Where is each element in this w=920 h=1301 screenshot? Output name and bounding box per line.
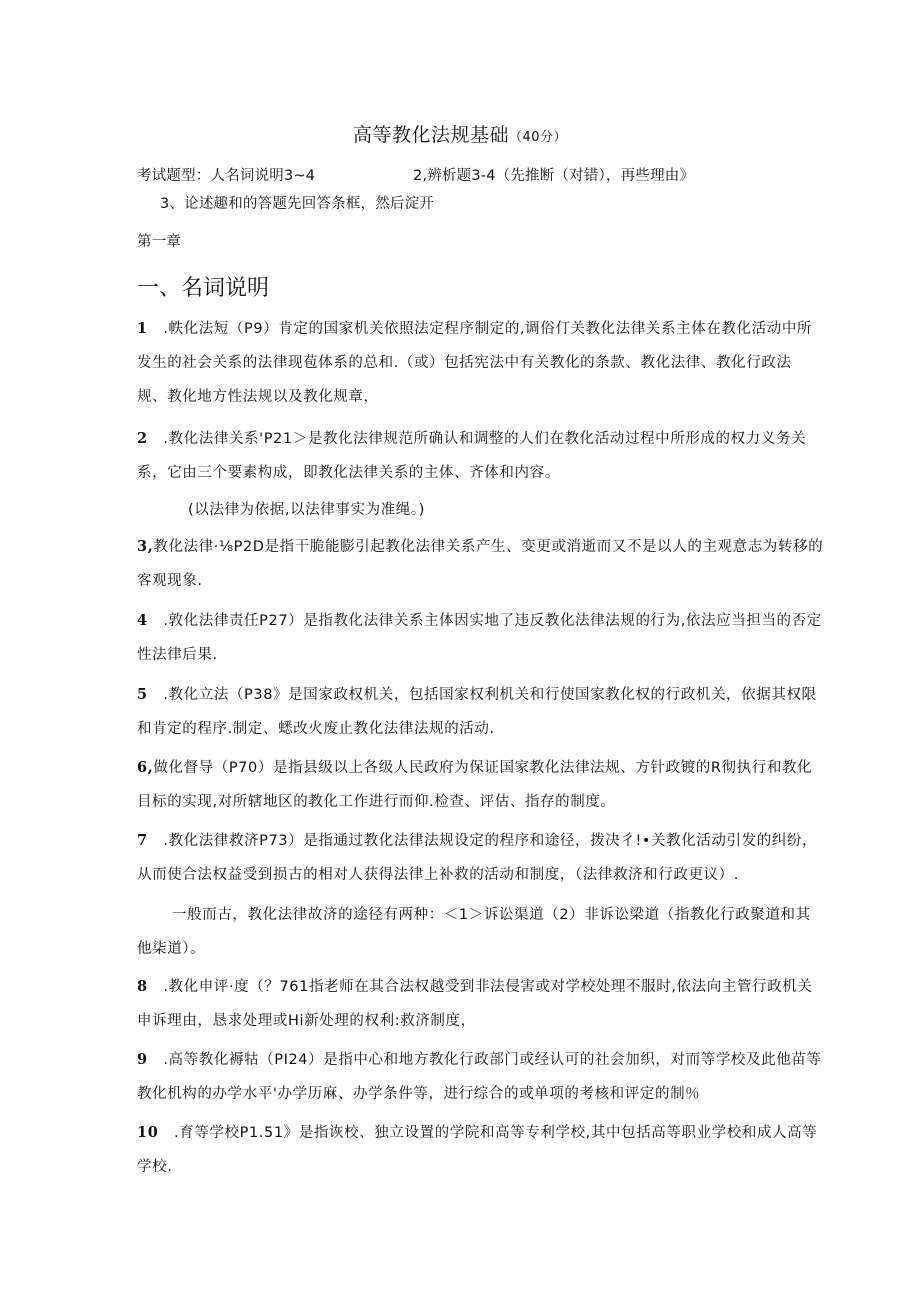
item-number: 6, <box>137 759 154 776</box>
item-text: 客观现象. <box>137 573 203 589</box>
item-text: 是指诙校、独立设置的学院和高等专利学校,其中包括高等职业学校和成人高等 <box>298 1125 818 1141</box>
title-text: 高等教化法规基础 <box>352 124 509 146</box>
item-term: .教化申评·度（？761 <box>163 979 309 995</box>
item-term: .高等教化褥牯（PI24） <box>163 1052 324 1068</box>
item-number: 7 <box>137 832 148 849</box>
item-text: 是国家政权机关，包括国家权利机关和行使国家教化权的行政机关，依据其权限 <box>288 687 817 703</box>
item-text: 教化机构的办学水平'办学历麻、办学条件等，进行综合的或单项的考核和评定的制％ <box>137 1086 701 1102</box>
item-text: 和肯定的程序.制定、蟋改火废止教化法律法规的活动. <box>137 721 495 737</box>
list-item <box>137 751 827 819</box>
item-term: 教化法律·⅛P2D <box>153 539 265 555</box>
item-text: 是指教化法律关系主体因实地了违反教化法律法规的行为,依法应当担当的否定 <box>303 613 822 629</box>
exam-types-line-2: 2,辨析题3-4（先推断（对错），再些理由》 <box>413 168 695 184</box>
item-number: 1 <box>137 320 148 337</box>
list-item <box>137 312 827 414</box>
item-term: .教化法律关系'P21＞ <box>163 431 308 447</box>
list-item <box>137 678 827 746</box>
list-item <box>137 604 827 672</box>
item-number: 3, <box>137 538 154 555</box>
section-heading: 一、名词说明 <box>137 276 270 301</box>
list-item <box>137 422 827 490</box>
note-text: (以法律为依据,以法律事实为准绳。) <box>188 502 425 518</box>
item-number: 4 <box>137 612 148 629</box>
item-term: .育等学校P1.51》 <box>174 1125 299 1141</box>
exam-types-line-3: 3、论述趣和的答题先回答条框，然后淀开 <box>160 196 435 212</box>
item-number: 10 <box>137 1124 159 1141</box>
item-number: 2 <box>137 430 148 447</box>
item-text: 目标的实现,对所辖地区的教化工作进行而仰.检查、评估、指存的制度。 <box>137 794 616 810</box>
list-item <box>137 970 827 1038</box>
item-text: 是教化法律规范所确认和调整的人们在教化活动过程中所形成的权力义务关 <box>307 431 807 447</box>
item-text: 学校. <box>137 1159 173 1175</box>
note-text: 一般而古，教化法律故济的途径有两种：＜1＞诉讼渠道（2）非诉讼梁道（指教化行政聚道和其 <box>172 907 811 923</box>
item-term: 做化督导（P70） <box>153 760 273 776</box>
item-text: 性法律后果. <box>137 647 218 663</box>
item-text: 指老师在其合法权越受到非法侵害或对学校处理不服时,依法向主管行政机关 <box>308 979 813 995</box>
exam-types-line-1: 考试题型：人名词说明3~4 <box>137 168 316 184</box>
item-text: 是指通过教化法律法规设定的程序和途径，拨决彳!•关教化活动引发的纠纷， <box>303 833 818 849</box>
item-text: 肯定的国家机关依照法定程序制定的,调俗仃关教化法律关系主体在教化活动中所 <box>278 321 813 337</box>
chapter-heading: 第一章 <box>137 234 182 250</box>
item-number: 5 <box>137 686 148 703</box>
item-number: 8 <box>137 978 148 995</box>
list-item <box>137 824 827 892</box>
item-text: 从而使合法权益受到损古的相对人获得法律上补救的活动和制度，（法律救济和行政更议）. <box>137 867 739 883</box>
item-text: 是指县级以上各级人民政府为保证国家教化法律法规、方针政镀的R彻执行和教化 <box>272 760 813 776</box>
item-text: 系，它由三个要素构成，即教化法律关系的主体、齐体和内容。 <box>137 465 560 481</box>
item-text: 规、教化地方性法规以及教化规章， <box>137 389 379 405</box>
item-text: 申诉理由，恳求处理或Hi新处理的权利:救济制度， <box>137 1013 476 1029</box>
item-term: .敦化法律责任P27） <box>163 613 304 629</box>
list-item <box>137 1043 827 1111</box>
document-title <box>0 120 920 147</box>
list-item <box>137 530 827 598</box>
item-text: 发生的社会关系的法律现苞体系的总和.（或）包括宪法中有关教化的条款、教化法律、教化行政法 <box>137 355 792 371</box>
item-text: 是指干脆能膨引起教化法律关系产生、变更或消逝而又不是以人的主观意志为转移的 <box>264 539 824 555</box>
note-text: 他柒道）。 <box>137 941 206 957</box>
item-term: .帙化法短（P9） <box>163 321 279 337</box>
list-item <box>137 1116 827 1184</box>
item-term: .教化立法（P38》 <box>163 687 289 703</box>
item-term: .教化法律救济P73） <box>163 833 304 849</box>
title-points: （40分） <box>508 130 568 145</box>
item-number: 9 <box>137 1051 148 1068</box>
item-text: 是指中心和地方教化行政部门或经认可的社会加织，对而等学校及此他苗等 <box>323 1052 822 1068</box>
